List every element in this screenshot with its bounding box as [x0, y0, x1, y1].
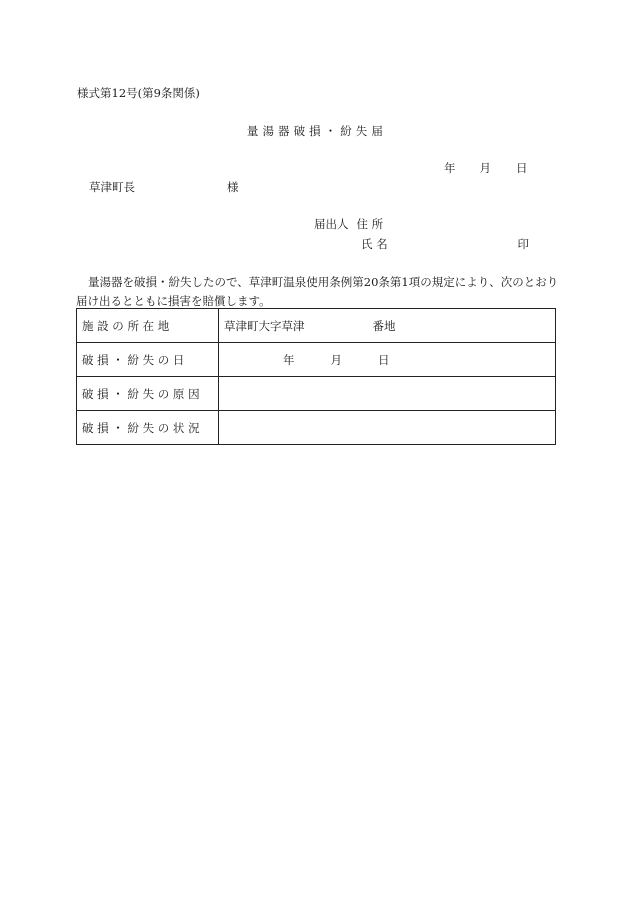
date-year-label: 年 — [444, 161, 456, 175]
seal-mark: 印 — [517, 237, 529, 251]
table-row — [77, 309, 556, 343]
notifier-label: 届出人 — [314, 217, 349, 231]
damage-date-label: 破 損 ・ 紛 失 の 日 — [77, 343, 219, 377]
damage-status-field[interactable] — [219, 411, 556, 445]
damage-status-label: 破 損 ・ 紛 失 の 状 況 — [77, 411, 219, 445]
notifier-address-label: 住 所 — [356, 217, 384, 231]
body-paragraph — [76, 273, 560, 311]
body-text: 量湯器を破損・紛失したので、草津町温泉使用条例第20条第1項の規定により、次のとおり届け出るとともに損害を賠償します。 — [76, 275, 559, 308]
facility-location-label: 施 設 の 所 在 地 — [77, 309, 219, 343]
damage-date-day: 日 — [378, 352, 390, 367]
document-title: 量 湯 器 破 損 ・ 紛 失 届 — [246, 124, 384, 138]
notifier-name-label: 氏 名 — [361, 237, 388, 251]
details-table — [76, 308, 556, 445]
form-number: 様式第12号(第9条関係) — [77, 86, 200, 100]
facility-location-prefix: 草津町大字草津 — [224, 318, 305, 333]
damage-cause-label: 破 損 ・ 紛 失 の 原 因 — [77, 377, 219, 411]
table-row — [77, 377, 556, 411]
addressee — [89, 179, 239, 195]
table-row — [77, 343, 556, 377]
table-row — [77, 411, 556, 445]
date-line — [444, 160, 528, 176]
damage-date-month: 月 — [330, 352, 342, 367]
date-month-label: 月 — [479, 161, 491, 175]
damage-date-year: 年 — [283, 352, 295, 367]
date-day-label: 日 — [516, 161, 528, 175]
addressee-name: 草津町長 — [89, 180, 135, 194]
damage-date-field[interactable] — [219, 343, 556, 377]
damage-cause-field[interactable] — [219, 377, 556, 411]
notifier-name-row — [361, 236, 529, 252]
facility-location-field[interactable] — [219, 309, 556, 343]
facility-location-suffix: 番地 — [372, 318, 396, 333]
addressee-honorific: 様 — [227, 180, 239, 194]
notifier-address-row — [314, 216, 383, 232]
